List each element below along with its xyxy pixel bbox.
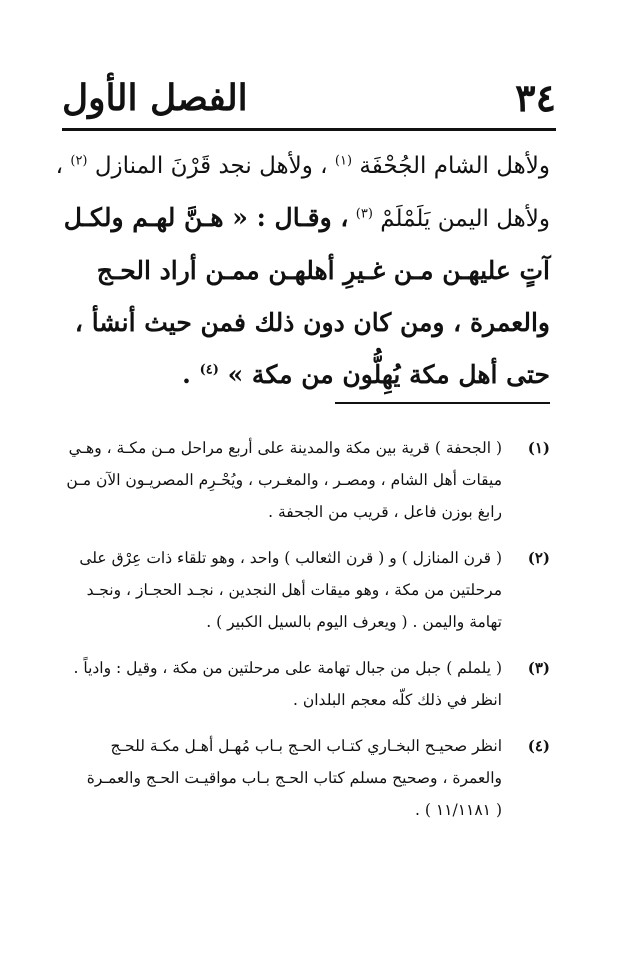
text-line-2 xyxy=(63,192,550,245)
footnote-ref: (٣) xyxy=(355,206,373,222)
text-line-3: آتٍ عليهـن مـن غـيرِ أهلهـن ممـن أراد الحـج xyxy=(96,256,550,285)
footnote-line: ( ١١/١١٨١ ) . xyxy=(415,801,502,819)
footnote-line: والعمرة ، وصحيح مسلم كتاب الحـج بـاب مواقيـت الحـج والعمـرة xyxy=(86,769,502,787)
footnote-line: ( يلملم ) جبل من جبال تهامة على مرحلتين من مكة ، وقيل : وادياً . xyxy=(73,659,502,677)
footnote-4 xyxy=(72,730,550,826)
footnote-number: (٢) xyxy=(527,549,550,567)
footnote-line: ( قرن المنازل ) و ( قرن الثعالب ) واحد ، وهو تلقاء ذات عِرْق على xyxy=(79,549,502,567)
main-text xyxy=(55,140,550,401)
footnote-1 xyxy=(66,432,550,528)
footnote-2 xyxy=(72,542,550,638)
footnote-line: تهامة واليمن . ( ويعرف اليوم بالسيل الكبير ) . xyxy=(206,613,502,631)
footnote-ref: (١) xyxy=(334,153,353,169)
text-line-1 xyxy=(55,140,550,192)
text-segment: ولأهل اليمن يَلَمْلَمْ xyxy=(380,206,550,232)
footnote-line: ( الجحفة ) قرية بين مكة والمدينة على أربع مراحل مـن مكـة ، وهـي xyxy=(68,439,502,457)
text-line-5 xyxy=(72,349,550,401)
footnote-divider xyxy=(335,402,550,404)
text-segment: ، ولأهل نجد قَرْنَ المنازل xyxy=(94,153,328,179)
footnotes xyxy=(66,432,550,840)
footnote-ref: (٢) xyxy=(70,153,88,169)
footnote-number: (٤) xyxy=(527,737,550,755)
text-segment: حتى أهل مكة يُهِلُّون من مكة » xyxy=(227,360,550,389)
footnote-line: ميقات أهل الشام ، ومصـر ، والمغـرب ، ويُحْـرِم المصريـون الآن مـن xyxy=(66,471,502,489)
footnote-line: انظر صحيـح البخـاري كتـاب الحـج بـاب مُهـل أهـل مكـة للحـج xyxy=(110,737,502,755)
footnote-line: رابغ بوزن فاعل ، قريب من الجحفة . xyxy=(268,503,502,521)
footnote-line: مرحلتين من مكة ، وهو ميقات أهل النجدين ، نجـد الحجـاز ، ونجـد xyxy=(86,581,502,599)
header-divider xyxy=(62,128,556,131)
page-number: ٣٤ xyxy=(515,75,556,120)
text-segment: . xyxy=(182,360,191,389)
footnote-ref: (٤) xyxy=(199,362,219,378)
chapter-title: الفصل الأول xyxy=(62,77,248,119)
footnote-line: انظر في ذلك كلّه معجم البلدان . xyxy=(293,691,502,709)
page-header xyxy=(62,70,556,126)
text-segment: ، xyxy=(55,153,64,179)
text-segment: ولأهل الشام الجُحْفَة xyxy=(359,153,550,179)
footnote-number: (١) xyxy=(527,439,550,457)
text-line-4: والعمرة ، ومن كان دون ذلك فمن حيث أنشأ ، xyxy=(74,308,550,337)
text-segment: ، وقـال : « هـنَّ لهـم ولكـل xyxy=(63,203,349,232)
footnote-3 xyxy=(72,652,550,716)
footnote-number: (٣) xyxy=(527,659,550,677)
